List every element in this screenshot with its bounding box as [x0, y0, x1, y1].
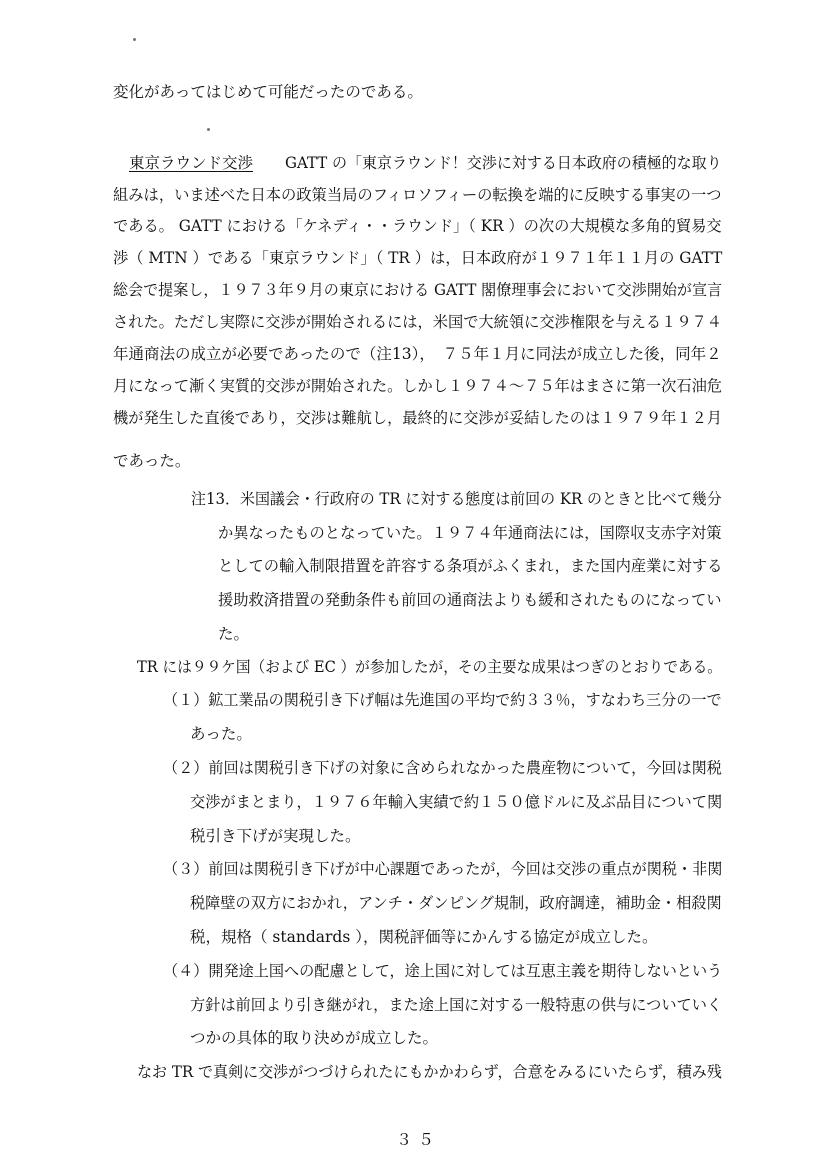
section-line: された。ただし実際に交渉が開始されるには，米国で大統領に交渉権限を与える１９７４: [113, 313, 723, 331]
result-item-line: あった。: [190, 725, 252, 743]
result-item-line: 税障壁の双方におかれ，アンチ・ダンピング規制，政府調達，補助金・相殺関: [190, 894, 722, 912]
scan-speck: [207, 128, 210, 131]
section-line: 月になって漸く実質的交渉が開始された。しかし１９７４～７５年はまさに第一次石油危: [113, 377, 723, 395]
scan-speck: [133, 38, 136, 41]
page-number: ３５: [396, 1130, 441, 1149]
footnote-line: としての輸入制限措置を許容する条項がふくまれ，また国内産業に対する: [218, 557, 723, 575]
result-item-line: （２）前回は関税引き下げの対象に含められなかった農産物について，今回は関税: [163, 759, 722, 777]
section-line: 組みは，いま述べた日本の政策当局のフィロソフィーの転換を端的に反映する事実の一つ: [113, 186, 722, 204]
section-line: 渉（ MTN ）である「東京ラウンド」（ TR ）は，日本政府が１９７１年１１月の GATT: [113, 249, 723, 267]
result-item-line: 税引き下げが実現した。: [190, 827, 361, 845]
tr-intro-line: TR には９９ケ国（および EC ）が参加したが，その主要な成果はつぎのとおりである。: [137, 658, 722, 676]
result-item-line: 方針は前回より引き継がれ，また途上国に対する一般特恵の供与についていく: [190, 996, 723, 1014]
result-item-line: （１）鉱工業品の関税引き下げ幅は先進国の平均で約３３％，すなわち三分の一で: [163, 691, 722, 709]
result-item-line: 交渉がまとまり，１９７６年輸入実績で約１５０億ドルに及ぶ品目について関: [190, 793, 723, 811]
closing-line: なお TR で真剣に交渉がつづけられたにもかかわらず，合意をみるにいたらず，積み残: [137, 1063, 722, 1081]
section-line: GATT の「東京ラウンド！交渉に対する日本政府の積極的な取り: [285, 154, 722, 172]
intro-line: 変化があってはじめて可能だったのである。: [113, 83, 423, 101]
section-line: である。 GATT における「ケネディ・・ラウンド」（ KR ）の次の大規模な多角的貿易交: [113, 217, 722, 235]
result-item-line: つかの具体的取り決めが成立した。: [190, 1029, 439, 1047]
result-item-line: （４）開発途上国への配慮として，途上国に対しては互恵主義を期待しないという: [163, 962, 723, 980]
section-heading: 東京ラウンド交渉: [129, 154, 254, 172]
footnote-line: 注13．米国議会・行政府の TR に対する態度は前回の KR のときと比べて幾分: [191, 490, 722, 508]
footnote-line: た。: [218, 625, 250, 643]
section-line: 総会で提案し，１９７３年９月の東京における GATT 閣僚理事会において交渉開始が宣言: [113, 281, 723, 299]
footnote-line: 援助救済措置の発動条件も前回の通商法よりも緩和されたものになってい: [218, 591, 722, 609]
footnote-line: か異なったものとなっていた。１９７４年通商法には，国際収支赤字対策: [218, 524, 722, 542]
result-item-line: （３）前回は関税引き下げが中心課題であったが，今回は交渉の重点が関税・非関: [163, 860, 723, 878]
section-line: 年通商法の成立が必要であったので（注13）， ７５年１月に同法が成立した後，同年２: [113, 345, 722, 363]
result-item-line: 税，規格（ standards ），関税評価等にかんする協定が成立した。: [190, 928, 658, 946]
section-line: 機が発生した直後であり，交渉は難航し，最終的に交渉が妥結したのは１９７９年１２月: [113, 409, 723, 427]
section-line: であった。: [113, 452, 191, 470]
